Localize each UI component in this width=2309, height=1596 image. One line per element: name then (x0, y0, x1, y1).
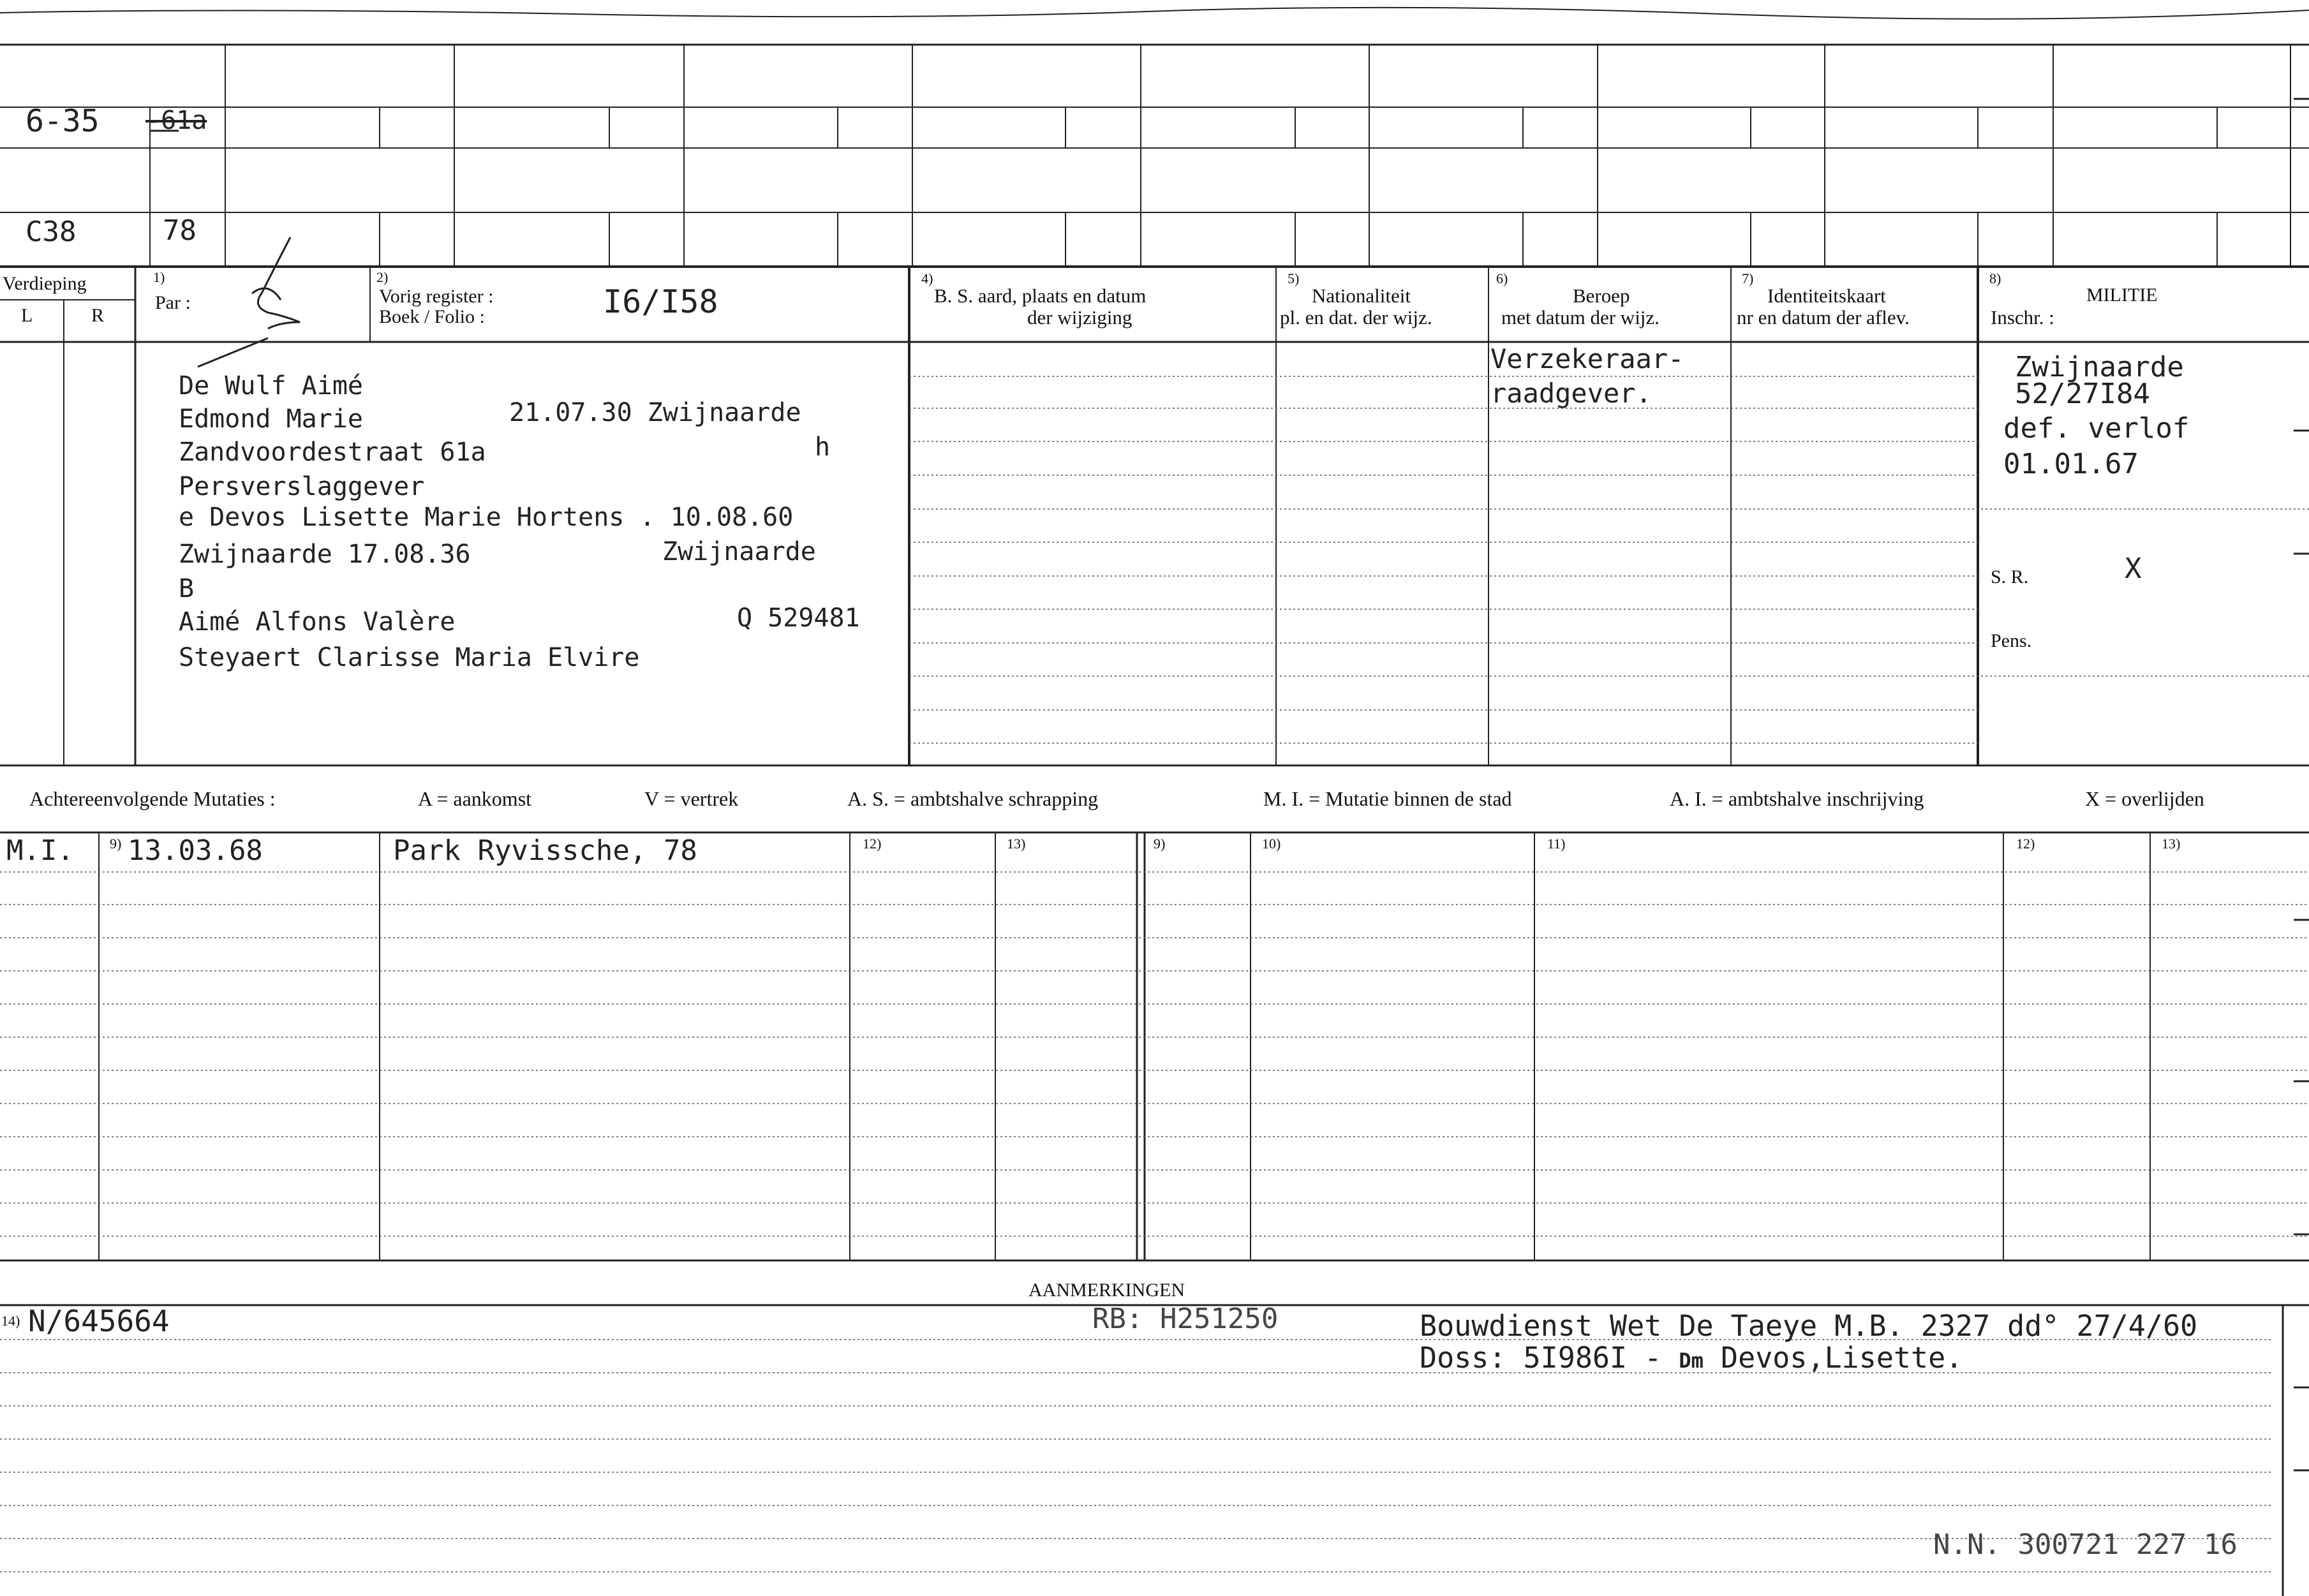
mutation-address: Park Ryvissche, 78 (393, 834, 697, 867)
militie-place: Zwijnaarde (2015, 351, 2184, 383)
col7-number: 7) (1742, 270, 1754, 286)
boek-folio-label: Boek / Folio : (379, 306, 485, 327)
person-given-names: Edmond Marie (179, 404, 363, 434)
pens-label: Pens. (1991, 630, 2032, 651)
legend-overlijden: X = overlijden (2085, 787, 2204, 810)
col2-number: 2) (376, 269, 389, 285)
remarks-title: AANMERKINGEN (1028, 1280, 1185, 1301)
code-secondary: -61a (145, 106, 207, 135)
person-occupation: Persverslaggever (179, 472, 425, 501)
person-mother: Steyaert Clarisse Maria Elvire (179, 643, 640, 672)
legend-vertrek: V = vertrek (644, 787, 739, 810)
legend-inschrijving: A. I. = ambtshalve inschrijving (1670, 787, 1924, 810)
legend-aankomst: A = aankomst (418, 787, 532, 810)
remarks-bouwdienst: Bouwdienst Wet De Taeye M.B. 2327 dd° 27/4/60 (1420, 1309, 2198, 1343)
col7-header-line1: Identiteitskaart (1767, 284, 1886, 307)
person-spouse-place: Zwijnaarde (662, 537, 816, 566)
mut-col13a: 13) (1007, 836, 1026, 852)
remarks-dossier-struck: Dm (1679, 1348, 1704, 1373)
code-primary: 6-35 (26, 103, 100, 139)
code-c38: C38 (26, 216, 77, 248)
beroep-line2: raadgever. (1490, 378, 1652, 409)
person-b: B (179, 574, 195, 603)
col4-header-line2: der wijziging (1027, 306, 1132, 329)
person-spouse: e Devos Lisette Marie Hortens . 10.08.60 (179, 503, 794, 532)
militie-header: MILITIE (2086, 284, 2158, 306)
mut-col10: 10) (1262, 836, 1281, 852)
remarks-dossier-name: Devos,Lisette. (1703, 1341, 1963, 1375)
col1-number: 1) (153, 269, 165, 285)
code-78: 78 (163, 214, 197, 247)
person-address: Zandvoordestraat 61a (179, 438, 486, 467)
militie-inschr-label: Inschr. : (1991, 306, 2054, 329)
col4-number: 4) (921, 270, 933, 286)
mutation-date: 13.03.68 (128, 834, 263, 867)
verdieping-l: L (21, 305, 33, 326)
col6-header-line1: Beroep (1573, 284, 1630, 307)
col8-number: 8) (1989, 270, 2001, 286)
col7-header-line2: nr en datum der aflev. (1737, 306, 1910, 329)
col6-number: 6) (1496, 270, 1508, 286)
remarks-dossier (1420, 1341, 1963, 1375)
vorig-register-value: I6/I58 (603, 283, 718, 320)
beroep-line1: Verzekeraar- (1490, 343, 1684, 374)
remarks-nn-code: N/645664 (28, 1304, 170, 1338)
person-mark-h: h (815, 432, 831, 462)
militie-status: def. verlof (2003, 412, 2190, 445)
remarks-dossier-number: Doss: 5I986I - (1420, 1341, 1679, 1375)
sr-label: S. R. (1991, 566, 2029, 587)
par-label: Par : (155, 292, 191, 313)
sr-value: X (2125, 552, 2142, 585)
col6-header-line2: met datum der wijz. (1501, 306, 1659, 329)
mut-col12b: 12) (2016, 836, 2035, 852)
person-name: De Wulf Aimé (179, 371, 363, 401)
militie-date: 01.01.67 (2003, 448, 2139, 480)
verdieping-r: R (91, 305, 105, 326)
person-spouse-birth: Zwijnaarde 17.08.36 (179, 540, 471, 569)
mut-col9a: 9) (110, 836, 122, 852)
remarks-number: 14) (1, 1313, 20, 1329)
mut-col13b: 13) (2162, 836, 2181, 852)
remarks-nn-number: N.N. 300721 227 16 (1933, 1528, 2238, 1561)
mutations-legend-title: Achtereenvolgende Mutaties : (29, 787, 276, 810)
militie-number: 52/27I84 (2015, 378, 2150, 410)
col5-number: 5) (1288, 270, 1300, 286)
mut-col11: 11) (1547, 836, 1566, 852)
mutation-type: M.I. (6, 834, 74, 867)
vorig-register-label: Vorig register : (379, 286, 494, 307)
col5-header-line2: pl. en dat. der wijz. (1280, 306, 1432, 329)
col4-header-line1: B. S. aard, plaats en datum (934, 284, 1147, 307)
person-birth: 21.07.30 Zwijnaarde (509, 398, 801, 427)
person-father-code: Q 529481 (737, 603, 860, 633)
verdieping-header: Verdieping (3, 273, 87, 294)
legend-schrapping: A. S. = ambtshalve schrapping (847, 787, 1099, 810)
mut-col9b: 9) (1154, 836, 1166, 852)
legend-mutatie: M. I. = Mutatie binnen de stad (1263, 787, 1512, 810)
remarks-rb: RB: H251250 (1092, 1303, 1279, 1335)
person-father: Aimé Alfons Valère (179, 607, 456, 637)
col5-header-line1: Nationaliteit (1312, 284, 1411, 307)
mut-col12a: 12) (863, 836, 882, 852)
